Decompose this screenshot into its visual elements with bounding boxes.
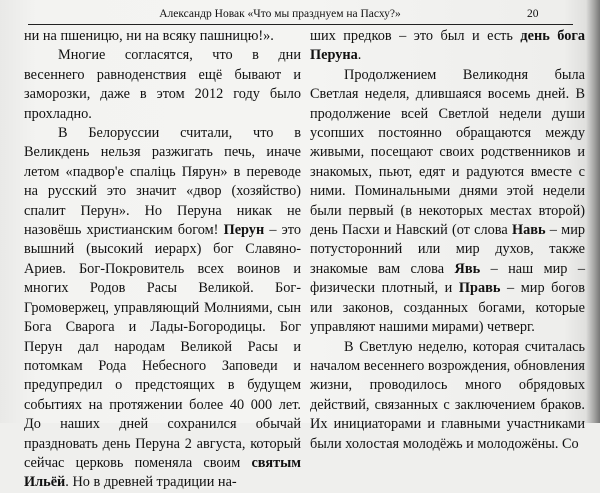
- paragraph: [24, 124, 301, 493]
- bold-term: Перун: [223, 222, 265, 239]
- bold-term: Явь: [454, 260, 481, 277]
- text-run: . Но в древней традиции на-: [65, 474, 237, 491]
- bold-term: день бога Перуна: [310, 28, 585, 64]
- paragraph: [310, 66, 585, 338]
- paragraph: Многие согласятся, что в дни весеннего равноденствия ещё бывают и заморозки, даже в этом 2012 году было прохладно.: [24, 47, 301, 122]
- paragraph: В Светлую неделю, которая считалась началом весеннего возрождения, обновления жизни, проводилось много обрядовых действий, связанных с заключением браков. Их инициаторами и главными участниками были холостая молодёжь и молодожёны. Со: [310, 338, 585, 452]
- text-run: В Белоруссии считали, что в Великдень нельзя разжигать печь, иначе летом «падвор'е спаліць Пярун» в переводе на русский это значит «двор (хозяйство) спалит Перун». Но Перуна никак не назовёшь христианским богом!: [24, 125, 301, 239]
- bold-term: Навь: [511, 222, 546, 239]
- text-run: .: [357, 47, 362, 64]
- page-edge-shadow: [586, 0, 600, 423]
- bold-term: святым Ильёй: [24, 454, 301, 491]
- paragraph: ни на пшеницю, ни на всяку пашницю!».: [24, 28, 274, 44]
- bold-term: Правь: [458, 280, 501, 297]
- text-run: – это вышний (высокий иерарх) бог Славяно-Ариев. Бог-Покровитель всех воинов и многих Родов Расы Великой. Бог-Громовержец, управляющий Молниями, сын Бога Сварога и Лады-Богородицы. Бог Перун дал народам Великой Расы и потомкам Рода Небесного Заповеди и предупредил о предстоящих в будущем событиях на протяжении более 40 000 лет. До наших дней сохранился обычай праздновать день Перуна 2 августа, который сейчас церковь поменяла своим: [24, 222, 301, 471]
- text-run: Продолжением Великодня была Светлая неделя, длившаяся восемь дней. В продолжение всей Светлой недели души усопших постоянно обращаются между живыми, посещают своих родственников и знакомых, пьют, едят и радуются вместе с ними. Поминальными днями этой недели были первый (в некоторых местах второй) день Пасхи и Навский (от слова: [310, 66, 585, 239]
- paragraph: [310, 27, 585, 66]
- text-run: – наш мир – физически плотный, и: [310, 260, 586, 297]
- header-rule: [28, 24, 573, 25]
- running-header: [0, 6, 600, 22]
- text-run: – мир потусторонний или мир духов, также знакомые вам слова: [310, 222, 585, 277]
- header-title: Александр Новак «Что мы празднуем на Пасху?»: [159, 8, 401, 20]
- right-column: [310, 27, 585, 454]
- text-run: – мир богов или законов, созданных богами, которые управляют нашими мирами) четверг.: [310, 280, 585, 336]
- page-number: 20: [527, 8, 539, 20]
- text-run: ших предков – это был и есть: [310, 28, 513, 44]
